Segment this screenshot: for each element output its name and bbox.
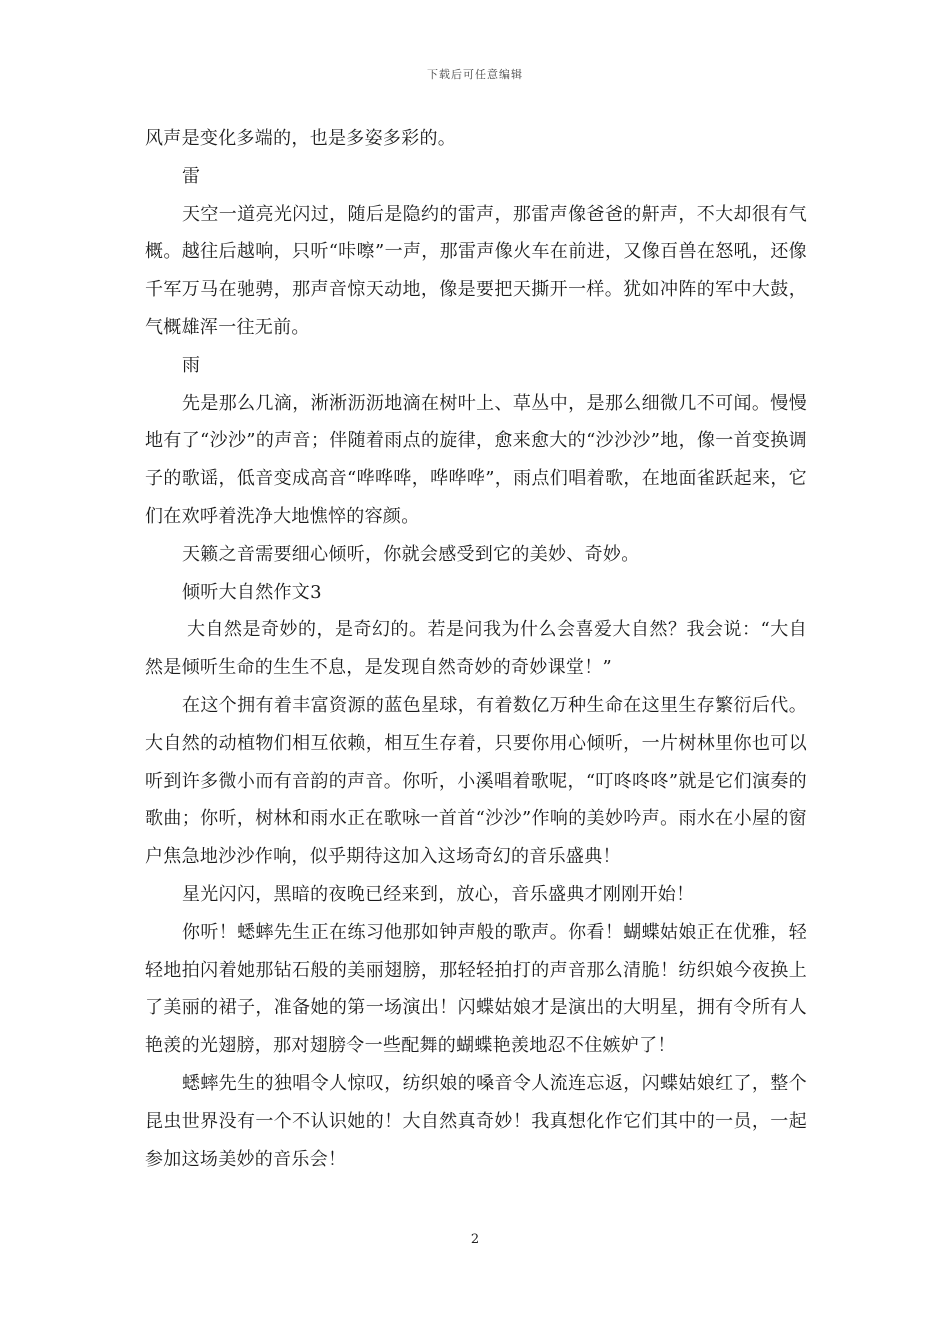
paragraph-wind-end: 风声是变化多端的，也是多姿多彩的。 (145, 128, 457, 149)
paragraph-intro: 大自然是奇妙的，是奇幻的。若是问我为什么会喜爱大自然？我会说：“大自然是倾听生命的生生不息，是发现自然奇妙的奇妙课堂！” (145, 619, 807, 679)
paragraph-conclusion: 蟋蟀先生的独唱令人惊叹，纺织娘的嗓音令人流连忘返，闪蝶姑娘红了，整个昆虫世界没有一个不认识她的！大自然真奇妙！我真想化作它们其中的一员，一起参加这场美妙的音乐会！ (145, 1072, 807, 1170)
section-heading-thunder: 雷 (182, 165, 201, 187)
paragraph-night: 星光闪闪，黑暗的夜晚已经来到，放心，音乐盛典才刚刚开始！ (182, 883, 695, 905)
paragraph-summary: 天籁之音需要细心倾听，你就会感受到它的美妙、奇妙。 (182, 543, 640, 565)
essay-title: 倾听大自然作文3 (182, 581, 322, 603)
paragraph-rain: 先是那么几滴，淅淅沥沥地滴在树叶上、草丛中，是那么细微几不可闻。慢慢地有了“沙沙”的声音；伴随着雨点的旋律，愈来愈大的“沙沙沙”地，像一首变换调子的歌谣，低音变成高音“哗哗哗，哗哗哗”，雨点们唱着歌，在地面雀跃起来，它们在欢呼着洗净大地憔悴的容颜。 (145, 392, 807, 527)
document-body (145, 120, 807, 1178)
paragraph-insects: 你听！蟋蟀先生正在练习他那如钟声般的歌声。你看！蝴蝶姑娘正在优雅，轻轻地拍闪着她那钻石般的美丽翅膀，那轻轻拍打的声音那么清脆！纺织娘今夜换上了美丽的裙子，准备她的第一场演出！闪蝶姑娘才是演出的大明星，拥有令所有人艳羡的光翅膀，那对翅膀令一些配舞的蝴蝶艳羡地忍不住嫉妒了！ (145, 921, 807, 1057)
paragraph-planet: 在这个拥有着丰富资源的蓝色星球，有着数亿万种生命在这里生存繁衍后代。大自然的动植物们相互依赖，相互生存着，只要你用心倾听，一片树林里你也可以听到许多微小而有音韵的声音。你听，小溪唱着歌呢，“叮咚咚咚”就是它们演奏的歌曲；你听，树林和雨水正在歌咏一首首“沙沙”作响的美妙吟声。雨水在小屋的窗户焦急地沙沙作响，似乎期待这加入这场奇幻的音乐盛典！ (145, 694, 807, 868)
section-heading-rain: 雨 (182, 354, 201, 376)
paragraph-thunder: 天空一道亮光闪过，随后是隐约的雷声，那雷声像爸爸的鼾声，不大却很有气概。越往后越响，只听“咔嚓”一声，那雷声像火车在前进，又像百兽在怒吼，还像千军万马在驰骋，那声音惊天动地，像是要把天撕开一样。犹如冲阵的军中大鼓，气概雄浑一往无前。 (145, 203, 807, 338)
page-header: 下载后可任意编辑 (427, 68, 523, 81)
page-number: 2 (470, 1232, 480, 1247)
